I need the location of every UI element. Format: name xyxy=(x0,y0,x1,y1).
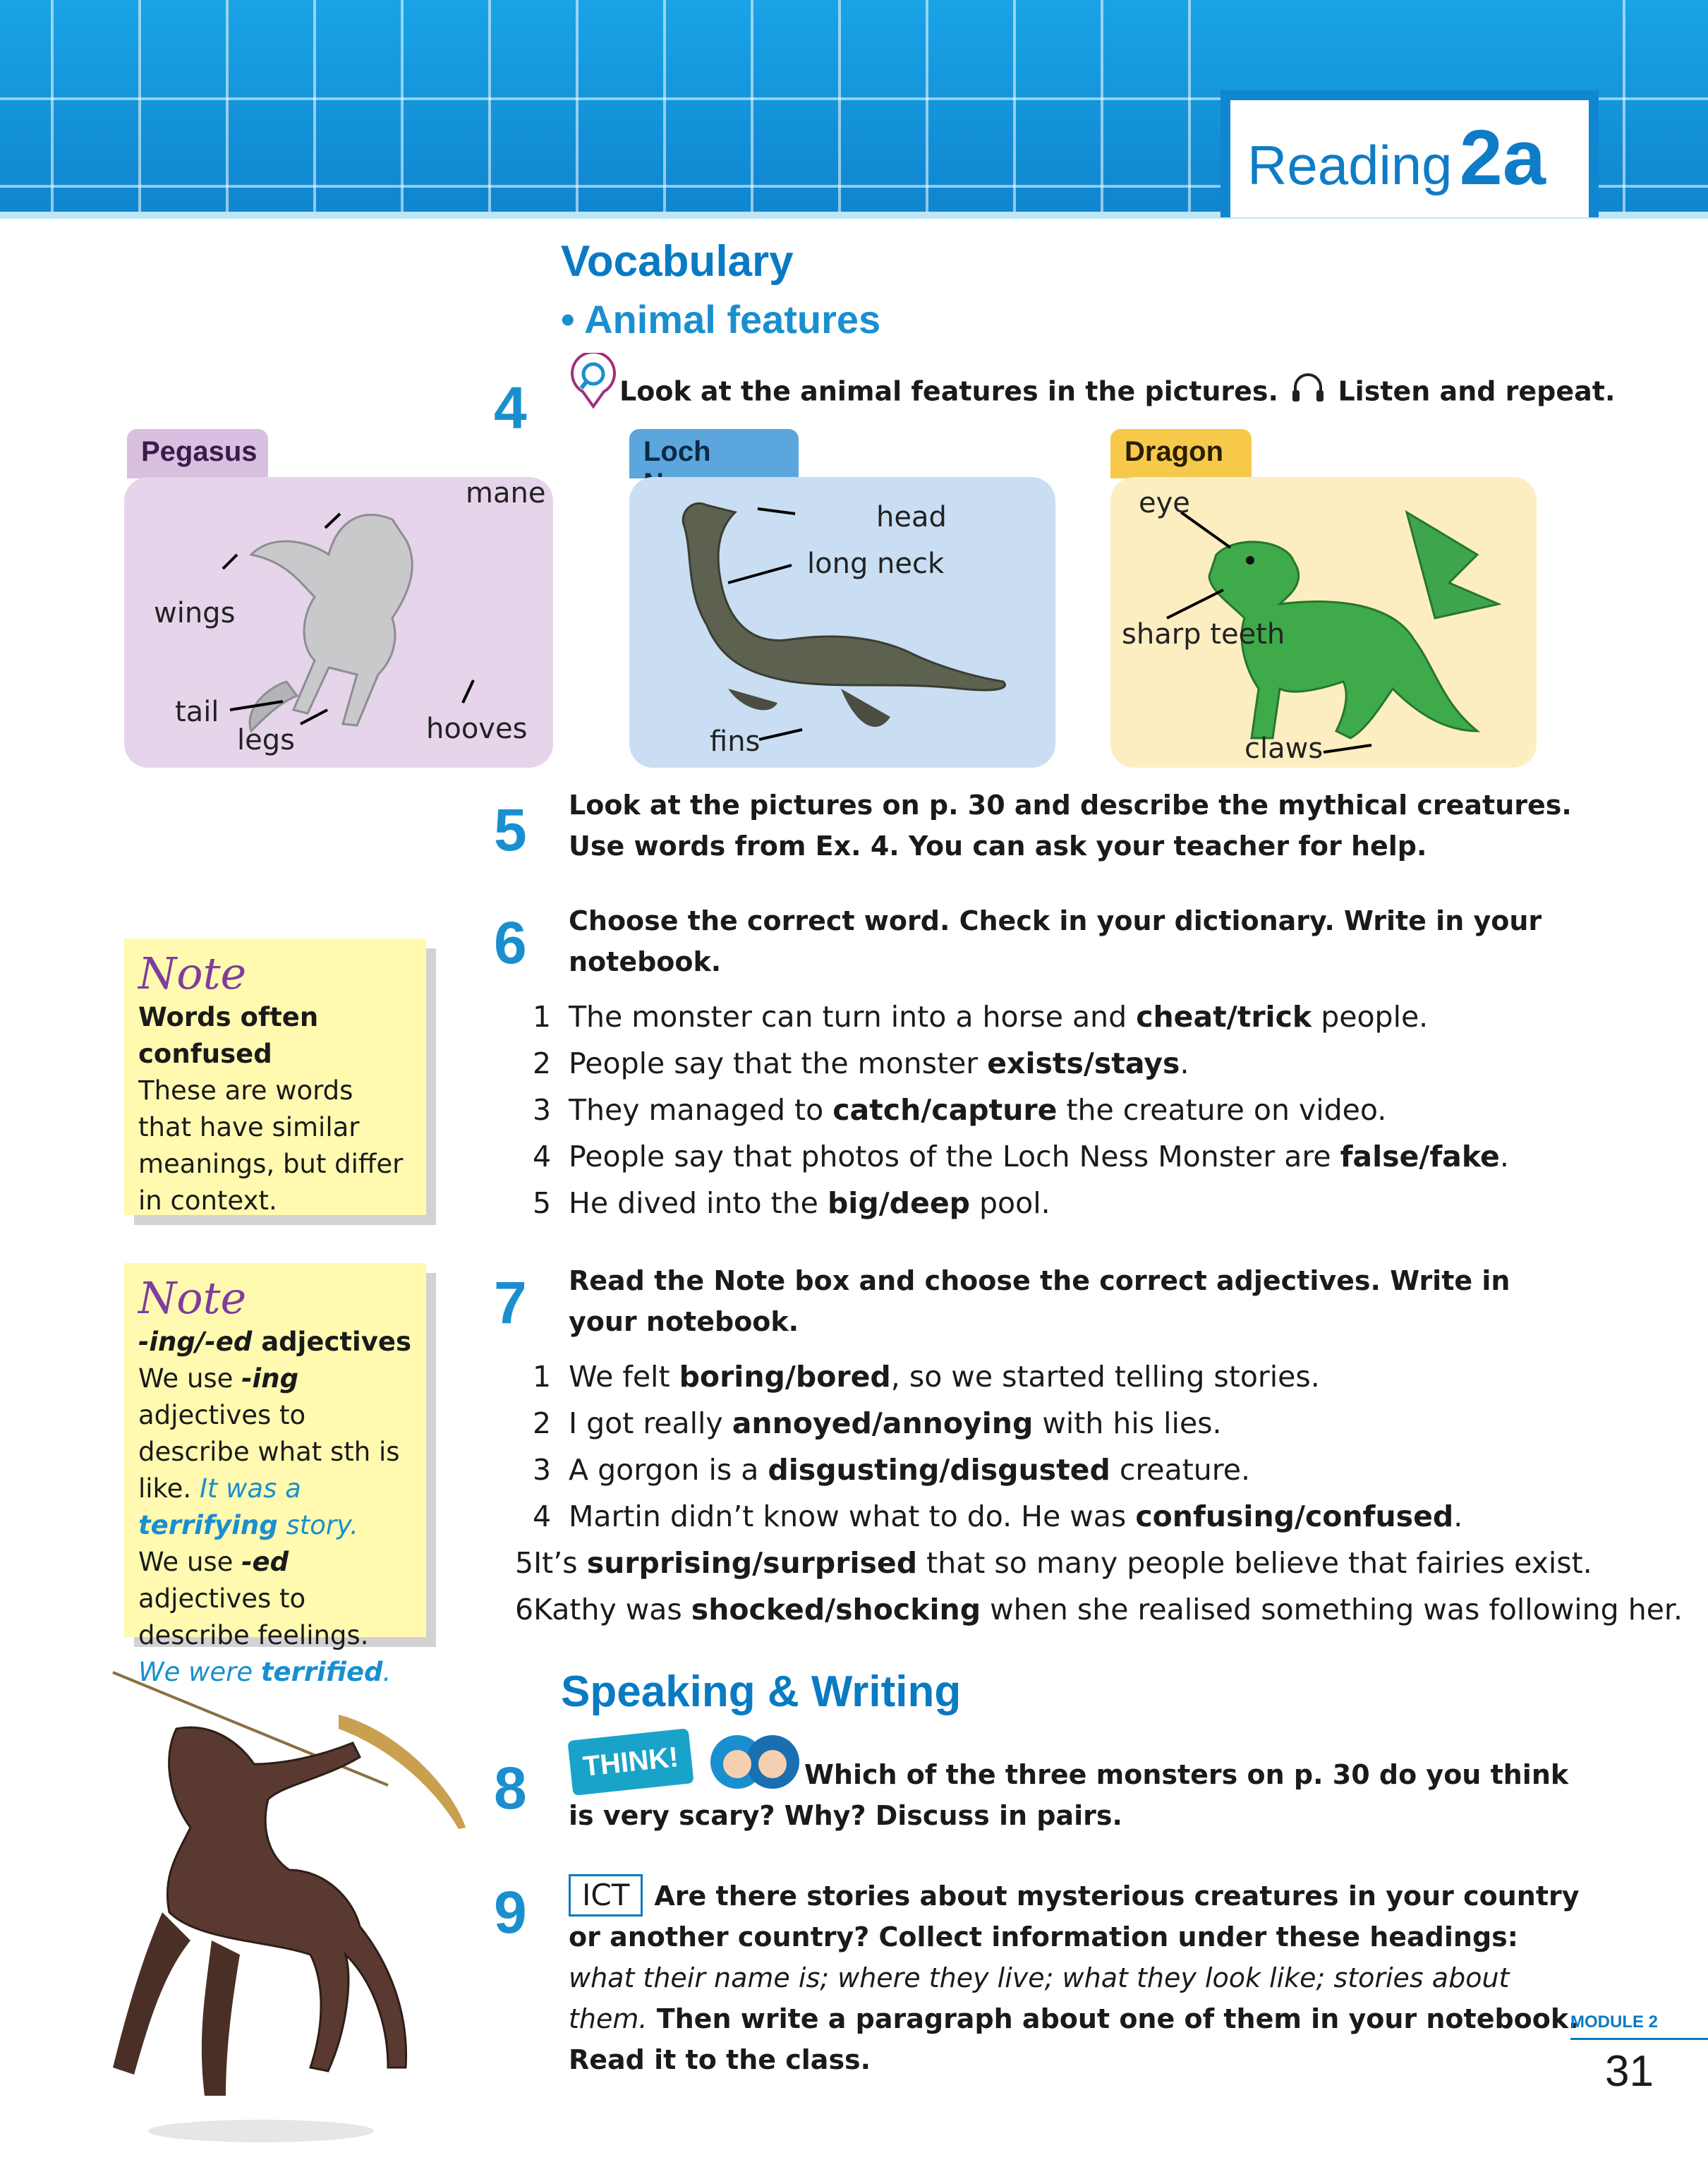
list-item: 6 Kathy was shocked/shocking when she realised something was following her. xyxy=(515,1593,1683,1626)
lochness-label-head: head xyxy=(876,501,947,533)
headphones-icon xyxy=(1290,370,1326,416)
vocabulary-heading: Vocabulary xyxy=(561,237,794,286)
pegasus-label-legs: legs xyxy=(237,724,295,756)
dragon-card xyxy=(1110,477,1537,768)
list-item: 3 A gorgon is a disgusting/disgusted creature. xyxy=(532,1453,1250,1487)
module-label: MODULE 2 xyxy=(1570,2012,1659,2032)
lochness-card xyxy=(629,477,1055,768)
note-heading: Words often confused xyxy=(138,1002,319,1069)
pegasus-label-tail: tail xyxy=(175,696,219,728)
pegasus-card xyxy=(124,477,553,768)
exercise-4-number: 4 xyxy=(494,375,527,441)
speaking-writing-heading: Speaking & Writing xyxy=(561,1667,962,1716)
list-item: 1 The monster can turn into a horse and cheat/trick people. xyxy=(532,1000,1429,1034)
exercise-6-instruction: Choose the correct word. Check in your dictionary. Write in your notebook. xyxy=(569,905,1542,977)
note-title: Note xyxy=(138,1272,247,1324)
pegasus-label-wings: wings xyxy=(154,597,236,629)
exercise-7-instruction: Read the Note box and choose the correct adjectives. Write in your notebook. xyxy=(569,1265,1510,1337)
note-title: Note xyxy=(138,948,247,999)
pegasus-label-hooves: hooves xyxy=(426,713,528,745)
exercise-7-number: 7 xyxy=(494,1269,527,1336)
exercise-5-number: 5 xyxy=(494,797,527,863)
ict-badge: ICT xyxy=(569,1874,643,1917)
dragon-card-title: Dragon xyxy=(1110,429,1252,478)
section-title: Reading2a xyxy=(1247,114,1546,201)
list-item: 4 People say that photos of the Loch Ness Monster are false/fake. xyxy=(532,1140,1509,1173)
exercise-8-number: 8 xyxy=(494,1755,527,1821)
list-item: 1 We felt boring/bored, so we started telling stories. xyxy=(532,1360,1320,1394)
animal-features-subheading: • Animal features xyxy=(561,297,881,342)
note-box-words-confused xyxy=(124,938,426,1215)
list-item: 4 Martin didn’t know what to do. He was confusing/confused. xyxy=(532,1499,1463,1533)
dragon-label-claws: claws xyxy=(1244,732,1324,765)
exercise-6-number: 6 xyxy=(494,910,527,976)
lochness-label-long-neck: long neck xyxy=(807,548,945,580)
list-item: 5 He dived into the big/deep pool. xyxy=(532,1186,1050,1220)
exercise-4-instruction: Look at the animal features in the pictures. Listen and repeat. xyxy=(619,370,1607,416)
note-body: These are words that have similar meanings, but differ in context. xyxy=(138,1075,404,1216)
note-body-ing: We use -ing adjectives to describe what sth is like. It was a terrifying story. xyxy=(138,1363,400,1540)
think-badge: THINK! xyxy=(567,1728,694,1796)
exercise-8-instruction: Which of the three monsters on p. 30 do you think is very scary? Why? Discuss in pairs. xyxy=(569,1759,1569,1831)
lochness-card-title: Loch xyxy=(629,429,799,478)
centaur-illustration xyxy=(56,1644,480,2152)
note-box-ing-ed-adjectives xyxy=(124,1263,426,1687)
list-item: 5 It’s surprising/surprised that so many people believe that fairies exist. xyxy=(515,1546,1592,1580)
exercise-6-list xyxy=(515,994,1587,1226)
note-body-ed: We use -ed adjectives to describe feelings. We were terrified. xyxy=(138,1547,392,1687)
lochness-illustration xyxy=(629,477,1055,768)
note-heading: -ing/-ed adjectives xyxy=(138,1327,411,1357)
exercise-5-instruction: Look at the pictures on p. 30 and describe the mythical creatures. Use words from Ex. 4. You can ask your teacher for help. xyxy=(569,790,1572,862)
list-item: 2 I got really annoyed/annoying with his lies. xyxy=(532,1406,1222,1440)
exercise-9-number: 9 xyxy=(494,1879,527,1945)
exercise-7-list xyxy=(515,1353,1683,1633)
dragon-label-sharp-teeth: sharp teeth xyxy=(1122,618,1285,651)
list-item: 2 People say that the monster exists/stays. xyxy=(532,1046,1189,1080)
page-number: 31 xyxy=(1605,2047,1654,2096)
list-item: 3 They managed to catch/capture the creature on video. xyxy=(532,1093,1387,1127)
lochness-label-fins: fins xyxy=(710,725,761,758)
pegasus-label-mane: mane xyxy=(466,477,546,509)
look-icon xyxy=(569,353,618,412)
exercise-9-instruction: ICT Are there stories about mysterious creatures in your country or another country? Collect information under these headings: what their name is; where they live; what they look like; stories about them. Then write a paragraph about one of them in your notebook. Read it to the class. xyxy=(569,1874,1585,2080)
dragon-label-eye: eye xyxy=(1139,487,1190,519)
pegasus-card-title: Pegasus xyxy=(127,429,268,478)
footer-rule xyxy=(1570,2038,1708,2040)
